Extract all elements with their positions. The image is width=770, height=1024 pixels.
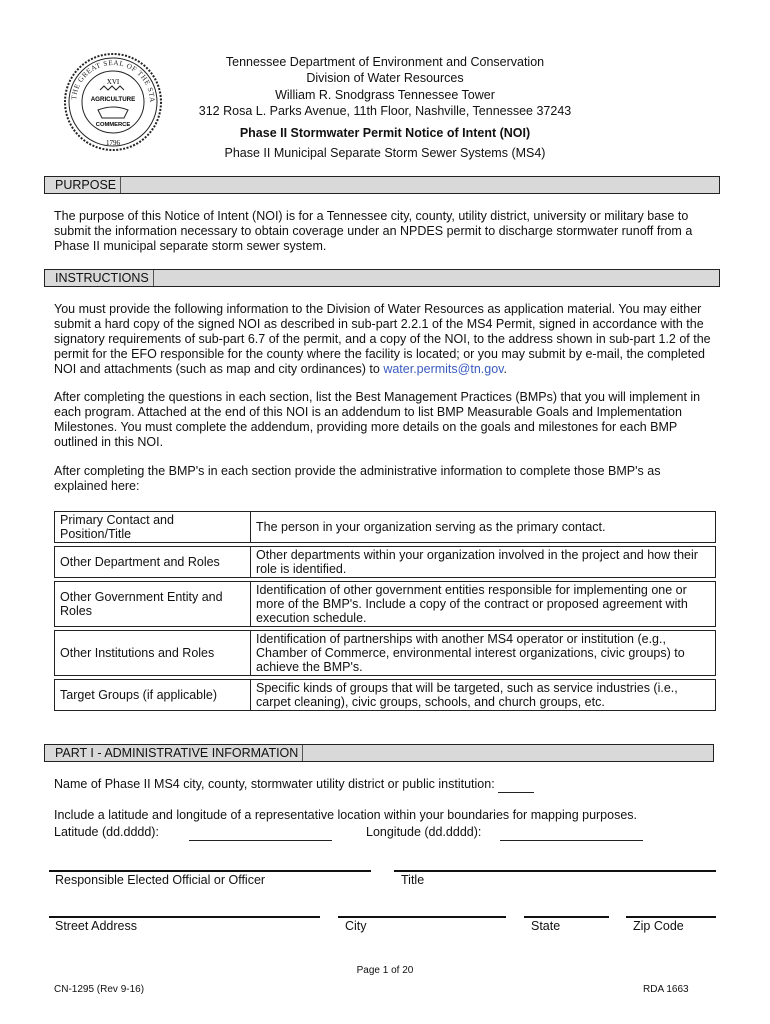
instructions-heading-bar [44,269,720,287]
street-field[interactable] [49,916,320,918]
table-row [54,581,716,627]
ms4-name-label: Name of Phase II MS4 city, county, stormwater utility district or public institution: [54,777,495,791]
email-link[interactable]: water.permits@tn.gov [383,362,504,376]
seal-numeral: XVI [106,78,120,86]
rda-number: RDA 1663 [643,984,689,995]
form-title: Phase II Stormwater Permit Notice of Intent (NOI) [239,126,531,140]
division-name: Division of Water Resources [306,71,464,85]
agency-address: 312 Rosa L. Parks Avenue, 11th Floor, Nashville, Tennessee 37243 [198,104,572,118]
state-label: State [531,919,561,933]
title-field[interactable] [394,870,716,872]
role-term: Other Department and Roles [54,546,251,578]
role-term: Target Groups (if applicable) [54,679,251,711]
official-label: Responsible Elected Official or Officer [55,873,266,887]
instructions-para-1: You must provide the following information to the Division of Water Resources as application material. You may either submit a hard copy of the signed NOI as described in sub-part 2.2.1 of the MS4 Permit, signed in accordance with the signatory requirements of sub-part 6.7 of the permit, and a copy of the NOI, to the address shown in sub-part 1.2 of the permit for the EFO responsible for the county where the facility is located; or you may submit by e-mail, the completed NOI and attachments (such as map and city ordinances) to water.permits@tn.gov. [54,302,711,376]
instructions-para-1-text: You must provide the following information to the Division of Water Resources as application material. You may either submit a hard copy of the signed NOI as described in sub-part 2.2.1 of the MS4 Permit, signed in accordance with the signatory requirements of sub-part 6.7 of the permit, and a copy of the NOI, to the address shown in sub-part 1.2 of the permit for the EFO responsible for the county where the facility is located; or you may submit by e-mail, the completed NOI and attachments (such as map and city ordinances) to [54,302,711,376]
instructions-para-3: After completing the BMP's in each section provide the administrative information to complete those BMP's as explained here: [54,464,661,493]
longitude-label: Longitude (dd.dddd): [366,825,482,839]
ms4-name-row [54,777,714,793]
official-field[interactable] [49,870,371,872]
city-field[interactable] [338,916,506,918]
purpose-heading-bar [44,176,720,194]
role-description: Specific kinds of groups that will be targeted, such as service industries (i.e., carpet cleaning), civic groups, schools, and church groups, etc. [251,679,716,711]
longitude-field[interactable] [500,826,643,841]
role-description: Identification of other government entities responsible for implementing one or more of the BMP's. Include a copy of the contract or proposed agreement with execution schedule. [251,581,716,627]
role-description: Other departments within your organization involved in the project and how their role is identified. [251,546,716,578]
city-label: City [345,919,367,933]
purpose-text: The purpose of this Notice of Intent (NOI) is for a Tennessee city, county, utility district, university or military base to submit the information necessary to obtain coverage under an NPDES permit to discharge stormwater runoff from a Phase II municipal separate storm sewer system. [54,209,693,253]
page-number: Page 1 of 20 [356,965,414,976]
role-description: Identification of partnerships with another MS4 operator or institution (e.g., Chamber of Commerce, environmental interest organizations, civic groups) to achieve the BMP's. [251,630,716,676]
seal-commerce: COMMERCE [95,122,131,128]
zip-label: Zip Code [633,919,684,933]
table-row [54,679,716,711]
agency-name: Tennessee Department of Environment and Conservation [225,55,545,69]
form-id: CN-1295 (Rev 9-16) [54,984,145,995]
form-subtitle: Phase II Municipal Separate Storm Sewer Systems (MS4) [224,146,546,160]
instructions-para-2: After completing the questions in each section, list the Best Management Practices (BMPs) that you will implement in each program. Attached at the end of this NOI is an addendum to list BMP Measurable Goals and Implementation Milestones. You must complete the addendum, providing more details on the goals and milestones for each BMP outlined in this NOI. [54,390,701,449]
role-term: Other Government Entity and Roles [54,581,251,627]
roles-table [54,508,716,714]
table-row [54,511,716,543]
ms4-name-field[interactable] [498,777,534,793]
instructions-heading: INSTRUCTIONS [45,270,154,286]
purpose-heading: PURPOSE [45,177,121,193]
role-term: Primary Contact and Position/Title [54,511,251,543]
latitude-field[interactable] [189,826,332,841]
part1-heading: PART I - ADMINISTRATIVE INFORMATION [45,745,303,761]
seal-outer-text: THE GREAT SEAL OF THE STA [70,58,157,103]
zip-field[interactable] [626,916,716,918]
table-row [54,546,716,578]
role-description: The person in your organization serving as the primary contact. [251,511,716,543]
seal-agriculture: AGRICULTURE [90,96,136,103]
state-seal [62,46,164,158]
latitude-label: Latitude (dd.dddd): [54,825,159,839]
table-row [54,630,716,676]
building-name: William R. Snodgrass Tennessee Tower [275,88,495,102]
seal-year: 1796 [106,139,120,147]
street-label: Street Address [55,919,137,933]
role-term: Other Institutions and Roles [54,630,251,676]
title-label: Title [401,873,425,887]
latlong-instruction: Include a latitude and longitude of a representative location within your boundaries for mapping purposes. [54,808,638,822]
part1-heading-bar [44,744,714,762]
state-field[interactable] [524,916,609,918]
